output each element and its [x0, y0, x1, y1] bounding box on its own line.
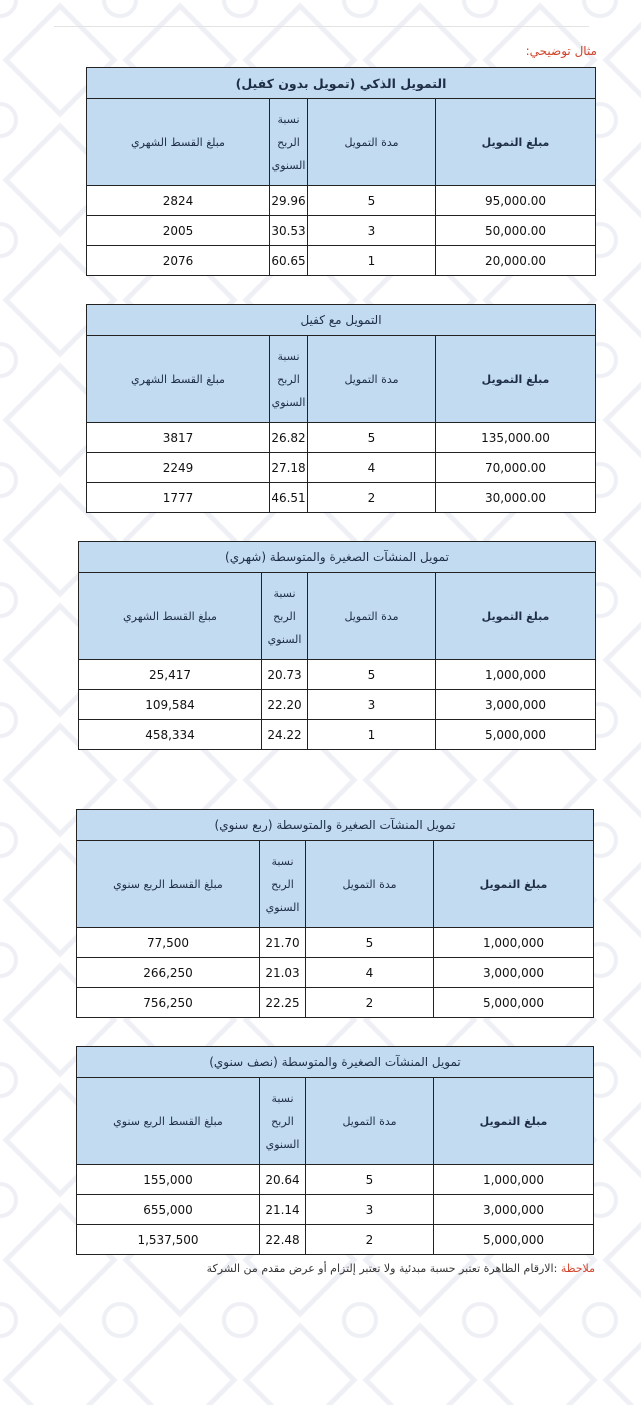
header-amount: مبلغ التمويل — [434, 1078, 594, 1165]
cell-rate: 21.70 — [260, 928, 306, 958]
table-row — [77, 1195, 594, 1225]
cell-installment: 77,500 — [77, 928, 260, 958]
table-row — [87, 423, 596, 453]
header-term: مدة التمويل — [308, 336, 436, 423]
header-rate: نسبة الربح السنوي — [262, 573, 308, 660]
cell-installment: 25,417 — [79, 660, 262, 690]
table-row — [79, 660, 596, 690]
cell-rate: 46.51 — [270, 483, 308, 513]
disclaimer-note — [207, 1262, 595, 1275]
cell-installment: 1,537,500 — [77, 1225, 260, 1255]
cell-amount: 50,000.00 — [436, 216, 596, 246]
cell-term: 5 — [308, 660, 436, 690]
header-installment: مبلغ القسط الشهري — [87, 336, 270, 423]
financing-table-sme-monthly — [78, 541, 596, 750]
table-row — [77, 988, 594, 1018]
table-title: التمويل مع كفيل — [87, 305, 596, 336]
header-rate: نسبة الربح السنوي — [260, 841, 306, 928]
table-row — [87, 246, 596, 276]
header-installment: مبلغ القسط الشهري — [87, 99, 270, 186]
cell-amount: 20,000.00 — [436, 246, 596, 276]
header-installment: مبلغ القسط الربع سنوي — [77, 1078, 260, 1165]
cell-term: 4 — [306, 958, 434, 988]
header-term: مدة التمويل — [306, 841, 434, 928]
cell-rate: 21.14 — [260, 1195, 306, 1225]
cell-amount: 30,000.00 — [436, 483, 596, 513]
cell-term: 4 — [308, 453, 436, 483]
cell-term: 2 — [308, 483, 436, 513]
cell-term: 3 — [308, 690, 436, 720]
financing-table-sme-semiannual — [76, 1046, 594, 1255]
header-amount: مبلغ التمويل — [434, 841, 594, 928]
cell-term: 2 — [306, 988, 434, 1018]
cell-amount: 5,000,000 — [436, 720, 596, 750]
cell-installment: 2005 — [87, 216, 270, 246]
cell-term: 3 — [306, 1195, 434, 1225]
financing-table-guarantor — [86, 304, 596, 513]
header-rate: نسبة الربح السنوي — [260, 1078, 306, 1165]
cell-rate: 20.73 — [262, 660, 308, 690]
cell-rate: 26.82 — [270, 423, 308, 453]
cell-rate: 22.48 — [260, 1225, 306, 1255]
table-row — [77, 1165, 594, 1195]
cell-installment: 2249 — [87, 453, 270, 483]
top-divider — [54, 26, 589, 27]
table-row — [79, 690, 596, 720]
cell-term: 1 — [308, 720, 436, 750]
header-rate: نسبة الربح السنوي — [270, 336, 308, 423]
header-amount: مبلغ التمويل — [436, 573, 596, 660]
header-amount: مبلغ التمويل — [436, 99, 596, 186]
cell-installment: 155,000 — [77, 1165, 260, 1195]
cell-amount: 70,000.00 — [436, 453, 596, 483]
cell-amount: 5,000,000 — [434, 988, 594, 1018]
header-term: مدة التمويل — [308, 573, 436, 660]
cell-amount: 1,000,000 — [434, 1165, 594, 1195]
table-row — [77, 928, 594, 958]
header-term: مدة التمويل — [308, 99, 436, 186]
cell-rate: 27.18 — [270, 453, 308, 483]
cell-term: 2 — [306, 1225, 434, 1255]
cell-amount: 1,000,000 — [434, 928, 594, 958]
cell-term: 1 — [308, 246, 436, 276]
header-term: مدة التمويل — [306, 1078, 434, 1165]
table-title: التمويل الذكي (تمويل بدون كفيل) — [87, 68, 596, 99]
cell-amount: 3,000,000 — [436, 690, 596, 720]
header-installment: مبلغ القسط الشهري — [79, 573, 262, 660]
note-text: :الارقام الظاهرة تعتبر حسبة مبدئية ولا تعتبر إلتزام أو عرض مقدم من الشركة — [206, 1262, 558, 1275]
cell-installment: 1777 — [87, 483, 270, 513]
cell-installment: 2824 — [87, 186, 270, 216]
cell-installment: 655,000 — [77, 1195, 260, 1225]
cell-installment: 756,250 — [77, 988, 260, 1018]
table-row — [79, 720, 596, 750]
table-header-row — [79, 573, 596, 660]
header-rate: نسبة الربح السنوي — [270, 99, 308, 186]
cell-term: 5 — [308, 186, 436, 216]
table-title: تمويل المنشآت الصغيرة والمتوسطة (ربع سنوي) — [77, 810, 594, 841]
cell-rate: 21.03 — [260, 958, 306, 988]
table-row — [87, 216, 596, 246]
cell-installment: 3817 — [87, 423, 270, 453]
financing-table-smart — [86, 67, 596, 276]
cell-term: 5 — [306, 928, 434, 958]
table-row — [77, 958, 594, 988]
cell-amount: 95,000.00 — [436, 186, 596, 216]
cell-amount: 3,000,000 — [434, 1195, 594, 1225]
table-row — [87, 483, 596, 513]
cell-rate: 29.96 — [270, 186, 308, 216]
header-installment: مبلغ القسط الربع سنوي — [77, 841, 260, 928]
cell-rate: 30.53 — [270, 216, 308, 246]
cell-term: 3 — [308, 216, 436, 246]
table-header-row — [77, 841, 594, 928]
cell-installment: 458,334 — [79, 720, 262, 750]
cell-rate: 20.64 — [260, 1165, 306, 1195]
cell-rate: 22.25 — [260, 988, 306, 1018]
cell-amount: 5,000,000 — [434, 1225, 594, 1255]
table-header-row — [77, 1078, 594, 1165]
table-row — [77, 1225, 594, 1255]
example-label: مثال توضيحي: — [525, 44, 597, 58]
cell-rate: 60.65 — [270, 246, 308, 276]
financing-table-sme-quarterly — [76, 809, 594, 1018]
header-amount: مبلغ التمويل — [436, 336, 596, 423]
cell-amount: 3,000,000 — [434, 958, 594, 988]
note-label: ملاحظة — [560, 1262, 595, 1275]
cell-installment: 109,584 — [79, 690, 262, 720]
table-header-row — [87, 99, 596, 186]
table-row — [87, 453, 596, 483]
table-title: تمويل المنشآت الصغيرة والمتوسطة (شهري) — [79, 542, 596, 573]
cell-amount: 135,000.00 — [436, 423, 596, 453]
table-header-row — [87, 336, 596, 423]
table-title: تمويل المنشآت الصغيرة والمتوسطة (نصف سنوي) — [77, 1047, 594, 1078]
table-row — [87, 186, 596, 216]
cell-amount: 1,000,000 — [436, 660, 596, 690]
cell-installment: 2076 — [87, 246, 270, 276]
cell-rate: 24.22 — [262, 720, 308, 750]
cell-term: 5 — [308, 423, 436, 453]
cell-term: 5 — [306, 1165, 434, 1195]
cell-installment: 266,250 — [77, 958, 260, 988]
cell-rate: 22.20 — [262, 690, 308, 720]
